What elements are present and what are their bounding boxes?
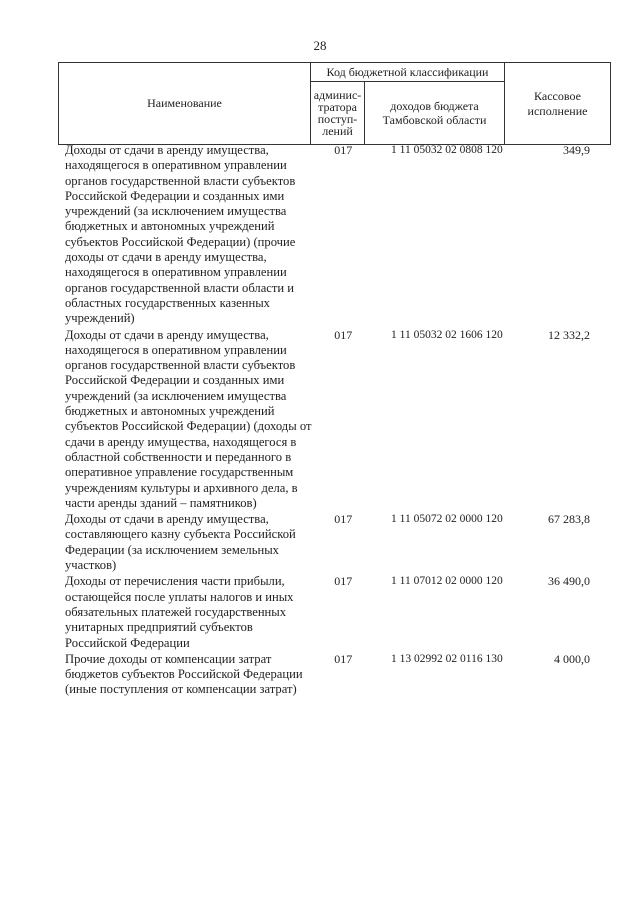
row-admin-code: 017 — [334, 574, 353, 589]
row-admin-code: 017 — [334, 327, 353, 342]
table-row — [58, 652, 610, 698]
row-name: Доходы от перечисления части прибыли, остающейся после уплаты налогов и иных обязательных платежей государственных унитарных предприятий субъектов Российской Федерации — [65, 574, 294, 650]
row-amount: 12 332,2 — [548, 327, 590, 342]
header-admin-line: лений — [322, 124, 353, 138]
table-row — [58, 512, 610, 573]
row-amount: 4 000,0 — [554, 651, 590, 666]
header-admin-line: поступ- — [317, 112, 358, 126]
row-admin-code: 017 — [334, 651, 353, 666]
row-admin-code: 017 — [334, 143, 353, 157]
row-budget-code: 1 11 05032 02 0808 120 — [391, 144, 503, 156]
row-amount: 349,9 — [563, 143, 590, 157]
table-row — [58, 328, 610, 512]
header-admin — [311, 82, 365, 145]
header-income-line: доходов бюджета — [390, 99, 479, 113]
row-name: Прочие доходы от компенсации затрат бюджетов субъектов Российской Федерации (иные поступления от компенсации затрат) — [65, 651, 303, 697]
row-name: Доходы от сдачи в аренду имущества, находящегося в оперативном управлении органов государственной власти субъектов Российской Федерации и созданных ими учреждений (за исключением имущества бюджетных и автономных учреждений субъектов Российской Федерации) (доходы от сдачи в аренду имущества, находящегося в областной собственности и переданного в оперативное управление государственным учреждениям культуры и архивного дела, в части аренды зданий – памятников) — [65, 327, 312, 510]
header-income-line: Тамбовской области — [382, 113, 487, 127]
header-execution-line: исполнение — [527, 103, 588, 118]
header-income — [365, 82, 505, 145]
page-number: 28 — [313, 38, 327, 53]
row-admin-code: 017 — [334, 512, 353, 527]
row-name: Доходы от сдачи в аренду имущества, составляющего казну субъекта Российской Федерации (за исключением земельных участков) — [65, 512, 296, 573]
table-row — [58, 574, 610, 650]
header-admin-line: тратора — [318, 100, 357, 114]
row-name: Доходы от сдачи в аренду имущества, находящегося в оперативном управлении органов государственной власти субъектов Российской Федерации и созданных ими учреждений (за исключением имущества бюджетных и автономных учреждений субъектов Российской Федерации) (прочие доходы от сдачи в аренду имущества, находящегося в оперативном управлении органов государственной власти области и областных государственных казенных учреждений) — [65, 143, 296, 326]
row-budget-code: 1 11 05032 02 1606 120 — [391, 328, 503, 341]
row-budget-code: 1 11 05072 02 0000 120 — [391, 513, 503, 526]
row-budget-code: 1 13 02992 02 0116 130 — [391, 652, 503, 665]
row-amount: 67 283,8 — [548, 512, 590, 527]
row-budget-code: 1 11 07012 02 0000 120 — [391, 575, 503, 588]
header-admin-line: админис- — [313, 88, 362, 102]
table-row — [58, 143, 610, 327]
header-execution-line: Кассовое — [534, 88, 581, 103]
table-body — [58, 143, 610, 698]
row-amount: 36 490,0 — [548, 574, 590, 589]
header-execution — [505, 63, 611, 145]
table-header — [58, 62, 611, 145]
header-code-group: Код бюджетной классификации — [311, 63, 505, 82]
header-name: Наименование — [59, 63, 311, 145]
